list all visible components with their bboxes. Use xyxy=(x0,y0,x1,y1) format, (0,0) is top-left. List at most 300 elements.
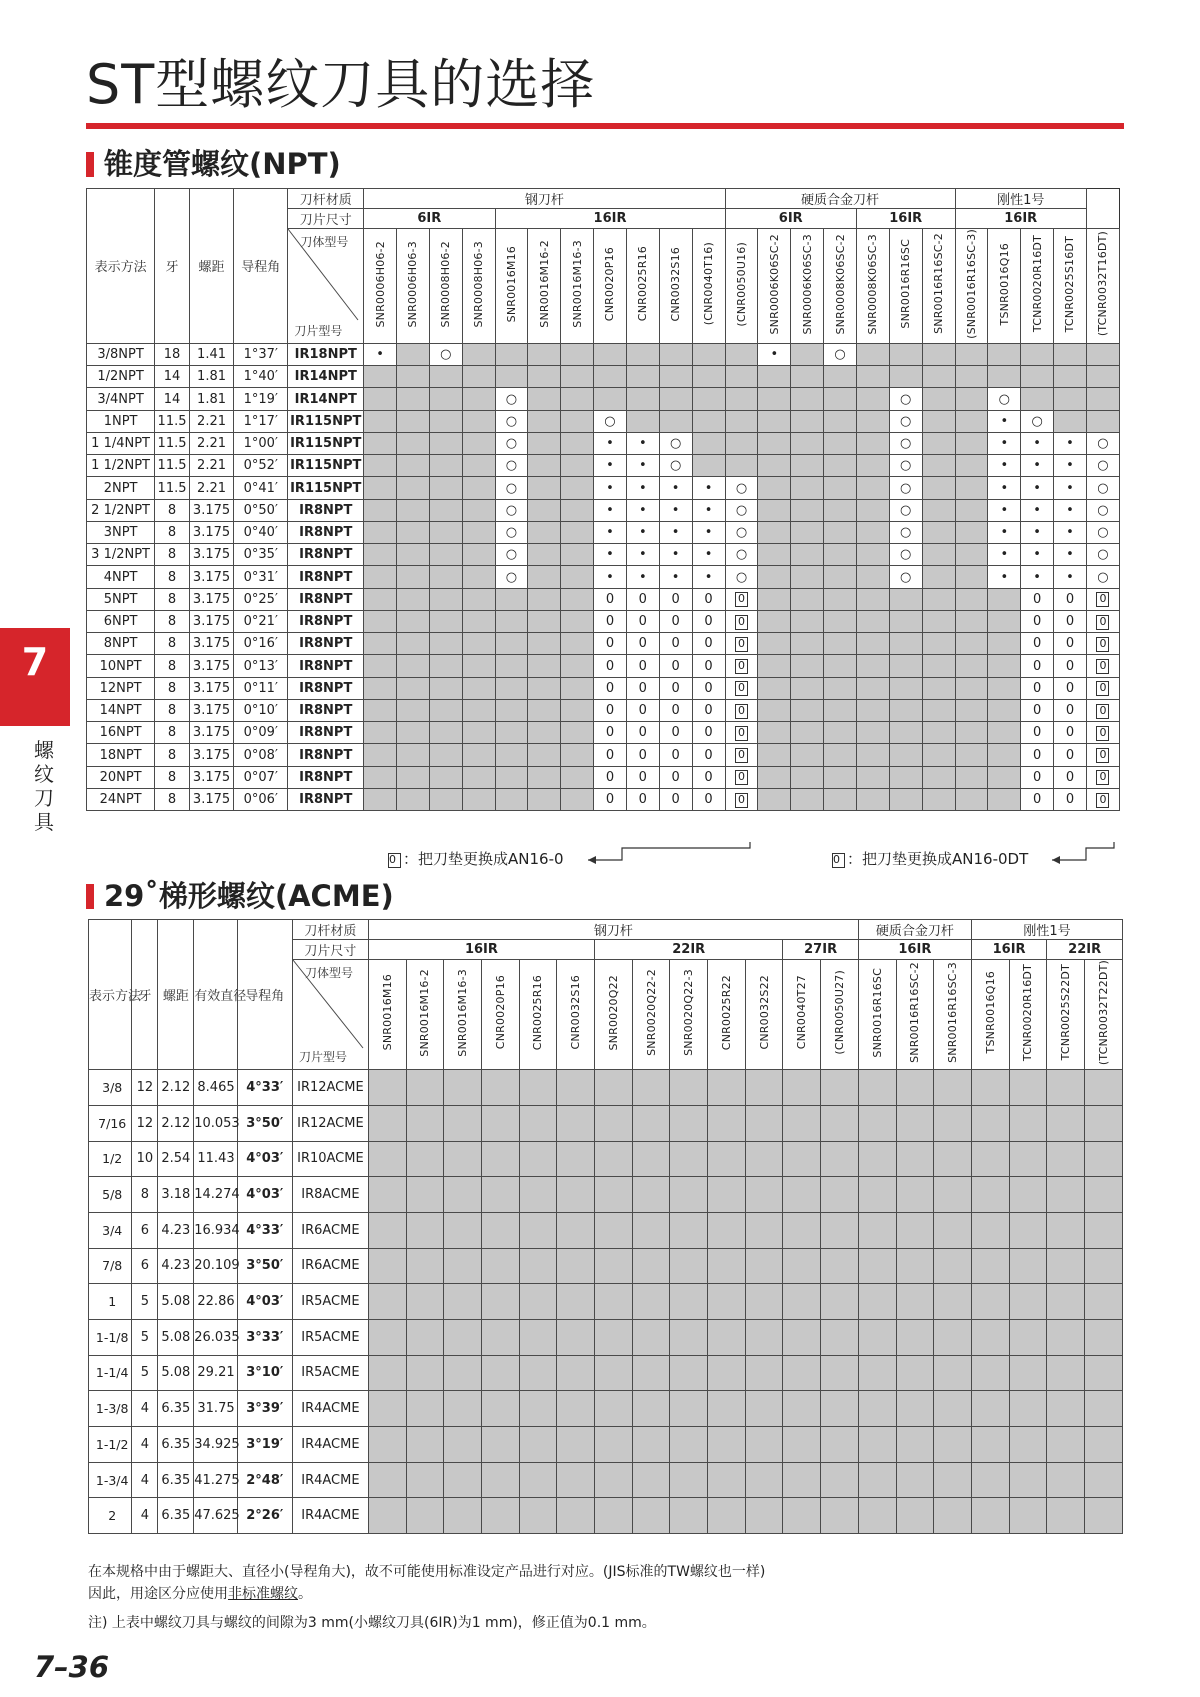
unavailable-cell xyxy=(561,610,594,632)
compatibility-cell: ○ xyxy=(495,410,528,432)
row-cell: 16.934 xyxy=(194,1212,237,1248)
compatibility-cell: • xyxy=(626,521,659,543)
unavailable-cell xyxy=(462,655,495,677)
compatibility-cell: 0 xyxy=(692,633,725,655)
unavailable-cell xyxy=(495,722,528,744)
unavailable-cell xyxy=(519,1105,557,1141)
unavailable-cell xyxy=(783,1319,821,1355)
holder-model: (CNR0050U16) xyxy=(734,241,748,327)
holder-model: (SNR0016R16SC-3) xyxy=(964,229,978,339)
row-cell: 5 xyxy=(132,1284,158,1320)
unavailable-cell xyxy=(1084,1355,1122,1391)
holder-column-header xyxy=(462,229,495,344)
boxed-zero-mark: 0 xyxy=(735,793,748,808)
unavailable-cell xyxy=(988,677,1021,699)
row-cell: 2°48′ xyxy=(237,1462,292,1498)
unavailable-cell xyxy=(824,432,857,454)
row-cell: 0°50′ xyxy=(234,499,288,521)
unavailable-cell xyxy=(670,1141,708,1177)
row-cell: 4.23 xyxy=(158,1212,194,1248)
unavailable-cell xyxy=(528,744,561,766)
holder-model: SNR0006K06SC-3 xyxy=(800,233,814,335)
row-cell: 8 xyxy=(155,566,190,588)
material-group: 硬质合金刀杆 xyxy=(725,189,955,209)
unavailable-cell xyxy=(824,366,857,388)
unavailable-cell xyxy=(821,1141,859,1177)
compatibility-cell xyxy=(725,655,758,677)
unavailable-cell xyxy=(462,566,495,588)
row-cell: 3°33′ xyxy=(237,1319,292,1355)
boxed-zero-mark: 0 xyxy=(735,748,748,763)
table-row xyxy=(89,1284,1123,1320)
unavailable-cell xyxy=(856,366,889,388)
unavailable-cell xyxy=(1054,410,1087,432)
unavailable-cell xyxy=(364,766,397,788)
material-group: 刚性1号 xyxy=(955,189,1086,209)
boxed-zero-mark: 0 xyxy=(735,770,748,785)
compatibility-cell: ○ xyxy=(495,388,528,410)
holder-column-header xyxy=(824,229,857,344)
unavailable-cell xyxy=(858,1141,896,1177)
holder-model: SNR0008K06SC-2 xyxy=(833,233,847,335)
compatibility-cell: 0 xyxy=(626,788,659,810)
unavailable-cell xyxy=(988,699,1021,721)
unavailable-cell xyxy=(632,1284,670,1320)
unavailable-cell xyxy=(955,544,988,566)
row-cell: 47.625 xyxy=(194,1498,237,1534)
unavailable-cell xyxy=(528,610,561,632)
insert-type-label: 刀片型号 xyxy=(294,323,343,338)
compatibility-cell: ○ xyxy=(725,521,758,543)
unavailable-cell xyxy=(1084,1212,1122,1248)
unavailable-cell xyxy=(495,744,528,766)
unavailable-cell xyxy=(528,521,561,543)
compatibility-cell: • xyxy=(1021,521,1054,543)
unavailable-cell xyxy=(934,1355,972,1391)
unavailable-cell xyxy=(396,343,429,365)
unavailable-cell xyxy=(889,633,922,655)
unavailable-cell xyxy=(856,788,889,810)
row-cell: IR4ACME xyxy=(292,1462,368,1498)
unavailable-cell xyxy=(396,544,429,566)
unavailable-cell xyxy=(955,343,988,365)
compatibility-cell: ○ xyxy=(889,544,922,566)
row-cell: 1°40′ xyxy=(234,366,288,388)
unavailable-cell xyxy=(429,388,462,410)
row-cell: 8 xyxy=(155,521,190,543)
unavailable-cell xyxy=(708,1070,746,1106)
unavailable-cell xyxy=(971,1177,1009,1213)
row-cell: 11.5 xyxy=(155,432,190,454)
compatibility-cell: • xyxy=(758,343,791,365)
row-cell: 8 xyxy=(155,788,190,810)
compatibility-cell: 0 xyxy=(594,655,627,677)
boxed-zero-mark: 0 xyxy=(1096,659,1109,674)
unavailable-cell xyxy=(955,788,988,810)
row-cell: 4.23 xyxy=(158,1248,194,1284)
unavailable-cell xyxy=(462,499,495,521)
unavailable-cell xyxy=(429,566,462,588)
unavailable-cell xyxy=(934,1319,972,1355)
row-cell: IR8NPT xyxy=(288,633,364,655)
compatibility-cell xyxy=(1086,766,1119,788)
unavailable-cell xyxy=(971,1248,1009,1284)
holder-column-header xyxy=(444,960,482,1070)
row-cell: 8 xyxy=(155,610,190,632)
unavailable-cell xyxy=(955,499,988,521)
row-cell: 8 xyxy=(155,588,190,610)
unavailable-cell xyxy=(444,1105,482,1141)
unavailable-cell xyxy=(783,1427,821,1463)
unavailable-cell xyxy=(896,1248,934,1284)
compatibility-cell: 0 xyxy=(692,677,725,699)
acme-selection-table xyxy=(88,919,1123,1534)
table-row xyxy=(89,1105,1123,1141)
holder-column-header xyxy=(406,960,444,1070)
unavailable-cell xyxy=(896,1141,934,1177)
boxed-zero-mark: 0 xyxy=(735,704,748,719)
row-cell: 6.35 xyxy=(158,1427,194,1463)
holder-column-header xyxy=(856,229,889,344)
compatibility-cell: • xyxy=(1021,499,1054,521)
header-row-material xyxy=(89,920,1123,940)
holder-column-header xyxy=(364,229,397,344)
unavailable-cell xyxy=(791,610,824,632)
row-cell: 26.035 xyxy=(194,1319,237,1355)
row-cell: 0°41′ xyxy=(234,477,288,499)
compatibility-cell: 0 xyxy=(659,788,692,810)
unavailable-cell xyxy=(462,722,495,744)
row-cell: 3°10′ xyxy=(237,1355,292,1391)
unavailable-cell xyxy=(519,1391,557,1427)
compatibility-cell: 0 xyxy=(1054,588,1087,610)
unavailable-cell xyxy=(528,499,561,521)
row-cell: 4NPT xyxy=(87,566,155,588)
unavailable-cell xyxy=(858,1462,896,1498)
unavailable-cell xyxy=(988,744,1021,766)
unavailable-cell xyxy=(856,699,889,721)
size-label: 刀片尺寸 xyxy=(288,209,364,229)
unavailable-cell xyxy=(462,677,495,699)
unavailable-cell xyxy=(406,1177,444,1213)
unavailable-cell xyxy=(1047,1319,1085,1355)
unavailable-cell xyxy=(922,699,955,721)
unavailable-cell xyxy=(462,610,495,632)
compatibility-cell: 0 xyxy=(594,744,627,766)
compatibility-cell: • xyxy=(1021,432,1054,454)
compatibility-cell: • xyxy=(1054,499,1087,521)
heading-marker xyxy=(86,152,94,177)
unavailable-cell xyxy=(708,1498,746,1534)
holder-column-header xyxy=(1021,229,1054,344)
unavailable-cell xyxy=(988,722,1021,744)
unavailable-cell xyxy=(824,788,857,810)
holder-column-header xyxy=(595,960,633,1070)
holder-model: TCNR0020R16DT xyxy=(1021,964,1035,1062)
unavailable-cell xyxy=(791,499,824,521)
unavailable-cell xyxy=(528,588,561,610)
row-cell: IR8NPT xyxy=(288,499,364,521)
row-cell: 8 xyxy=(132,1177,158,1213)
unavailable-cell xyxy=(922,521,955,543)
legend-right-text: ：把刀垫更换成AN16-0DT xyxy=(847,850,1029,868)
compatibility-cell: 0 xyxy=(692,699,725,721)
unavailable-cell xyxy=(821,1177,859,1213)
row-cell: 4°03′ xyxy=(237,1177,292,1213)
unavailable-cell xyxy=(725,366,758,388)
holder-column-header xyxy=(783,960,821,1070)
holder-model: TCNR0025S16DT xyxy=(1063,235,1077,333)
unavailable-cell xyxy=(396,633,429,655)
row-cell: 3/4NPT xyxy=(87,388,155,410)
unavailable-cell xyxy=(528,677,561,699)
unavailable-cell xyxy=(528,432,561,454)
unavailable-cell xyxy=(495,655,528,677)
unavailable-cell xyxy=(561,766,594,788)
row-cell: IR5ACME xyxy=(292,1284,368,1320)
compatibility-cell: 0 xyxy=(659,588,692,610)
unavailable-cell xyxy=(368,1355,406,1391)
compatibility-cell: • xyxy=(988,410,1021,432)
unavailable-cell xyxy=(856,633,889,655)
holder-column-header xyxy=(1047,960,1085,1070)
holder-column-header xyxy=(1009,960,1047,1070)
row-cell: 3.175 xyxy=(189,722,233,744)
unavailable-cell xyxy=(934,1212,972,1248)
row-cell: 4°03′ xyxy=(237,1141,292,1177)
unavailable-cell xyxy=(791,343,824,365)
row-cell: 2.12 xyxy=(158,1105,194,1141)
unavailable-cell xyxy=(824,410,857,432)
unavailable-cell xyxy=(595,1141,633,1177)
row-cell: 1/2 xyxy=(89,1141,132,1177)
holder-model: SNR0020Q22-3 xyxy=(682,969,696,1056)
row-cell: 2 xyxy=(89,1498,132,1534)
unavailable-cell xyxy=(462,366,495,388)
unavailable-cell xyxy=(364,499,397,521)
unavailable-cell xyxy=(783,1105,821,1141)
unavailable-cell xyxy=(481,1141,519,1177)
unavailable-cell xyxy=(368,1391,406,1427)
compatibility-cell: • xyxy=(1054,455,1087,477)
unavailable-cell xyxy=(824,588,857,610)
unavailable-cell xyxy=(791,388,824,410)
row-cell: 3°19′ xyxy=(237,1427,292,1463)
unavailable-cell xyxy=(528,544,561,566)
compatibility-cell: • xyxy=(659,477,692,499)
row-cell: 8 xyxy=(155,655,190,677)
unavailable-cell xyxy=(462,477,495,499)
unavailable-cell xyxy=(922,544,955,566)
holder-model: SNR0020Q22 xyxy=(606,974,620,1051)
unavailable-cell xyxy=(444,1177,482,1213)
unavailable-cell xyxy=(758,744,791,766)
row-cell: 8NPT xyxy=(87,633,155,655)
unavailable-cell xyxy=(495,699,528,721)
row-cell: 18NPT xyxy=(87,744,155,766)
unavailable-cell xyxy=(406,1141,444,1177)
unavailable-cell xyxy=(396,388,429,410)
holder-model: SNR0016R16SC-3 xyxy=(946,962,960,1064)
compatibility-cell: ○ xyxy=(889,499,922,521)
row-cell: IR115NPT xyxy=(288,432,364,454)
unavailable-cell xyxy=(1009,1319,1047,1355)
holder-column-header xyxy=(626,229,659,344)
unavailable-cell xyxy=(988,788,1021,810)
unavailable-cell xyxy=(955,744,988,766)
row-cell: 0°10′ xyxy=(234,699,288,721)
compatibility-cell: 0 xyxy=(626,655,659,677)
unavailable-cell xyxy=(557,1177,595,1213)
row-cell: 3.175 xyxy=(189,521,233,543)
compatibility-cell: ○ xyxy=(889,477,922,499)
unavailable-cell xyxy=(364,521,397,543)
holder-model: CNR0025R16 xyxy=(531,974,545,1051)
unavailable-cell xyxy=(745,1498,783,1534)
unavailable-cell xyxy=(462,521,495,543)
holder-column-header xyxy=(519,960,557,1070)
row-cell: IR8NPT xyxy=(288,788,364,810)
unavailable-cell xyxy=(481,1177,519,1213)
row-cell: 1°19′ xyxy=(234,388,288,410)
holder-model: SNR0016M16-2 xyxy=(418,968,432,1057)
row-cell: 3/4 xyxy=(89,1212,132,1248)
row-cell: 6 xyxy=(132,1248,158,1284)
unavailable-cell xyxy=(745,1284,783,1320)
row-cell: IR5ACME xyxy=(292,1319,368,1355)
unavailable-cell xyxy=(444,1248,482,1284)
unavailable-cell xyxy=(1047,1284,1085,1320)
unavailable-cell xyxy=(595,1319,633,1355)
compatibility-cell: 0 xyxy=(692,766,725,788)
unavailable-cell xyxy=(824,566,857,588)
unavailable-cell xyxy=(396,744,429,766)
row-cell: 3°50′ xyxy=(237,1105,292,1141)
unavailable-cell xyxy=(429,432,462,454)
row-cell: IR12ACME xyxy=(292,1070,368,1106)
unavailable-cell xyxy=(1021,343,1054,365)
compatibility-cell: ○ xyxy=(659,455,692,477)
compatibility-cell xyxy=(1086,722,1119,744)
insert-type-label: 刀片型号 xyxy=(298,1050,347,1065)
boxed-zero-mark: 0 xyxy=(1096,637,1109,652)
compatibility-cell: • xyxy=(626,432,659,454)
unavailable-cell xyxy=(1021,388,1054,410)
row-cell: IR18NPT xyxy=(288,343,364,365)
holder-model: CNR0032S16 xyxy=(569,975,583,1050)
unavailable-cell xyxy=(791,544,824,566)
page-title: ST型螺纹刀具的选择 xyxy=(86,53,596,116)
row-cell: 20NPT xyxy=(87,766,155,788)
compatibility-cell: • xyxy=(1021,477,1054,499)
page-number: 7–36 xyxy=(34,1650,110,1684)
unavailable-cell xyxy=(557,1319,595,1355)
non-standard-thread-link[interactable]: 非标准螺纹 xyxy=(228,1586,298,1602)
unavailable-cell xyxy=(745,1391,783,1427)
holder-column-header xyxy=(594,229,627,344)
insert-size-group: 16IR xyxy=(971,940,1046,960)
insert-size-group: 6IR xyxy=(364,209,495,229)
unavailable-cell xyxy=(791,699,824,721)
row-cell: 1 xyxy=(89,1284,132,1320)
holder-column-header xyxy=(429,229,462,344)
unavailable-cell xyxy=(595,1391,633,1427)
unavailable-cell xyxy=(1084,1248,1122,1284)
unavailable-cell xyxy=(670,1070,708,1106)
unavailable-cell xyxy=(856,410,889,432)
unavailable-cell xyxy=(1084,1498,1122,1534)
compatibility-cell: 0 xyxy=(626,722,659,744)
unavailable-cell xyxy=(791,455,824,477)
row-cell: 8 xyxy=(155,677,190,699)
unavailable-cell xyxy=(856,388,889,410)
compatibility-cell: 0 xyxy=(692,655,725,677)
holder-column-header xyxy=(725,229,758,344)
row-cell: 0°06′ xyxy=(234,788,288,810)
row-cell: 3 1/2NPT xyxy=(87,544,155,566)
table-row xyxy=(87,788,1120,810)
unavailable-cell xyxy=(856,566,889,588)
compatibility-cell: ○ xyxy=(495,521,528,543)
unavailable-cell xyxy=(364,677,397,699)
unavailable-cell xyxy=(758,588,791,610)
row-cell: 3.175 xyxy=(189,699,233,721)
compatibility-cell: 0 xyxy=(1021,633,1054,655)
compatibility-cell: ○ xyxy=(1086,477,1119,499)
unavailable-cell xyxy=(745,1248,783,1284)
unavailable-cell xyxy=(670,1212,708,1248)
unavailable-cell xyxy=(495,788,528,810)
unavailable-cell xyxy=(429,499,462,521)
unavailable-cell xyxy=(444,1498,482,1534)
row-cell: 4°33′ xyxy=(237,1212,292,1248)
unavailable-cell xyxy=(364,699,397,721)
unavailable-cell xyxy=(429,699,462,721)
unavailable-cell xyxy=(364,788,397,810)
table-row xyxy=(89,1391,1123,1427)
unavailable-cell xyxy=(824,722,857,744)
row-cell: 3.175 xyxy=(189,788,233,810)
unavailable-cell xyxy=(670,1248,708,1284)
unavailable-cell xyxy=(856,432,889,454)
row-cell: 2.21 xyxy=(189,477,233,499)
row-cell: 1°17′ xyxy=(234,410,288,432)
insert-size-group: 22IR xyxy=(1047,940,1123,960)
unavailable-cell xyxy=(519,1177,557,1213)
column-header: 有效直径 xyxy=(194,920,237,1070)
table-row xyxy=(87,655,1120,677)
unavailable-cell xyxy=(519,1070,557,1106)
unavailable-cell xyxy=(922,477,955,499)
row-cell: 1-3/4 xyxy=(89,1462,132,1498)
row-cell: 12 xyxy=(132,1105,158,1141)
row-cell: 4 xyxy=(132,1427,158,1463)
unavailable-cell xyxy=(1009,1248,1047,1284)
unavailable-cell xyxy=(1054,343,1087,365)
unavailable-cell xyxy=(1009,1177,1047,1213)
row-cell: 5.08 xyxy=(158,1284,194,1320)
header-row-material xyxy=(87,189,1120,209)
row-cell: IR6ACME xyxy=(292,1248,368,1284)
legend-left xyxy=(388,848,564,869)
holder-column-header xyxy=(934,960,972,1070)
compatibility-cell: • xyxy=(988,566,1021,588)
compatibility-cell: 0 xyxy=(1021,610,1054,632)
row-cell: 14NPT xyxy=(87,699,155,721)
unavailable-cell xyxy=(481,1284,519,1320)
unavailable-cell xyxy=(406,1212,444,1248)
unavailable-cell xyxy=(659,410,692,432)
